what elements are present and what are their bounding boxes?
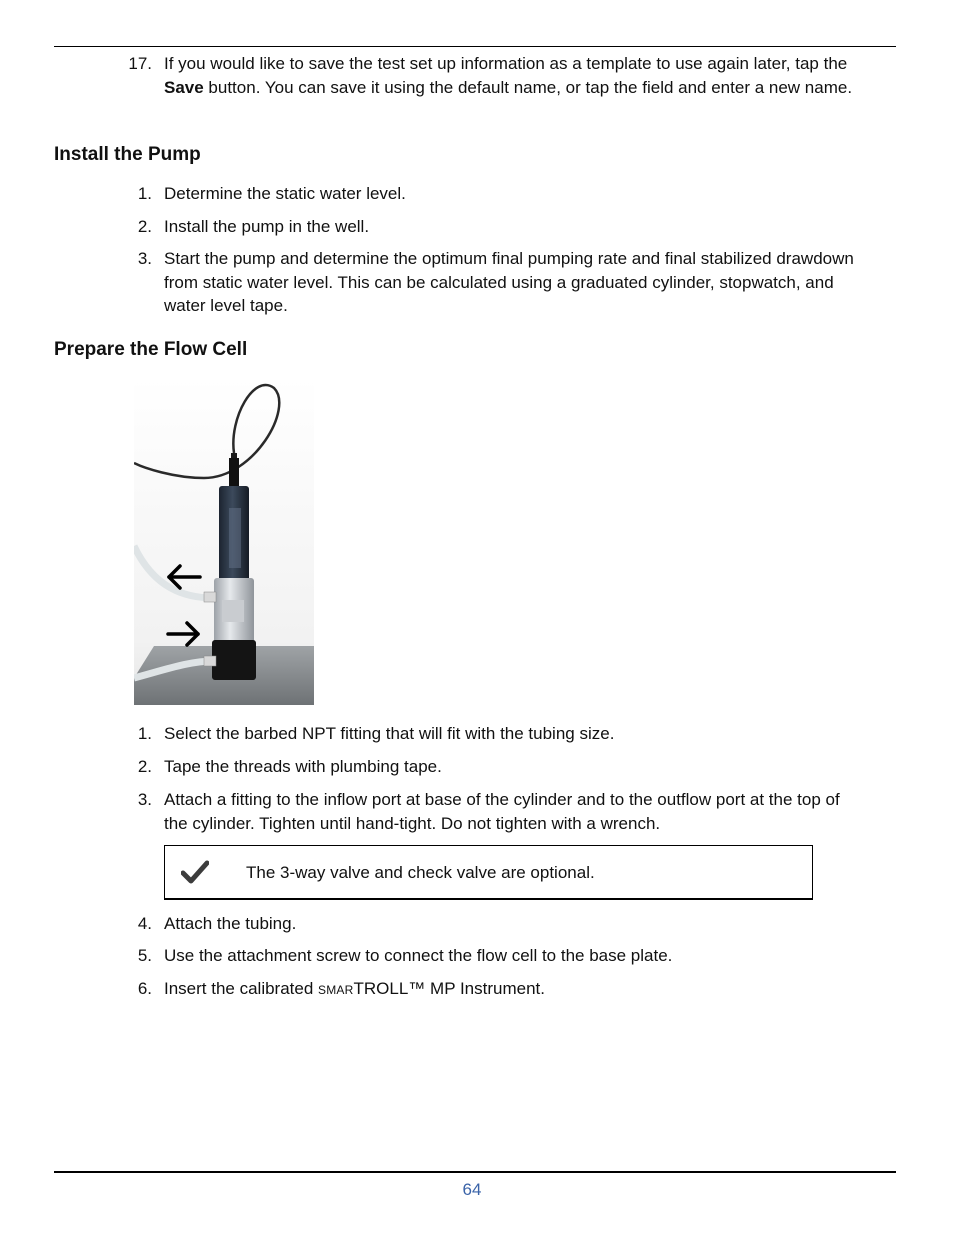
footer-rule [54, 1171, 896, 1173]
step-number: 17. [128, 54, 152, 73]
smallcaps-brand: SMAR [318, 983, 354, 997]
section-heading-install-pump: Install the Pump [54, 144, 201, 165]
note-box [164, 845, 813, 900]
header-rule [54, 46, 896, 47]
step-text: If you would like to save the test set up information as a template to use again later, tap the Save button. You can save it using the default name, or tap the field and enter a new name. [164, 54, 853, 97]
section-heading-prepare-flow-cell: Prepare the Flow Cell [54, 339, 248, 360]
save-keyword: Save [164, 77, 204, 97]
checkmark-icon [181, 860, 209, 884]
note-text: The 3-way valve and check valve are optional. [246, 863, 595, 882]
flow-cell-photo [134, 378, 314, 705]
page-number: 64 [462, 1180, 482, 1199]
